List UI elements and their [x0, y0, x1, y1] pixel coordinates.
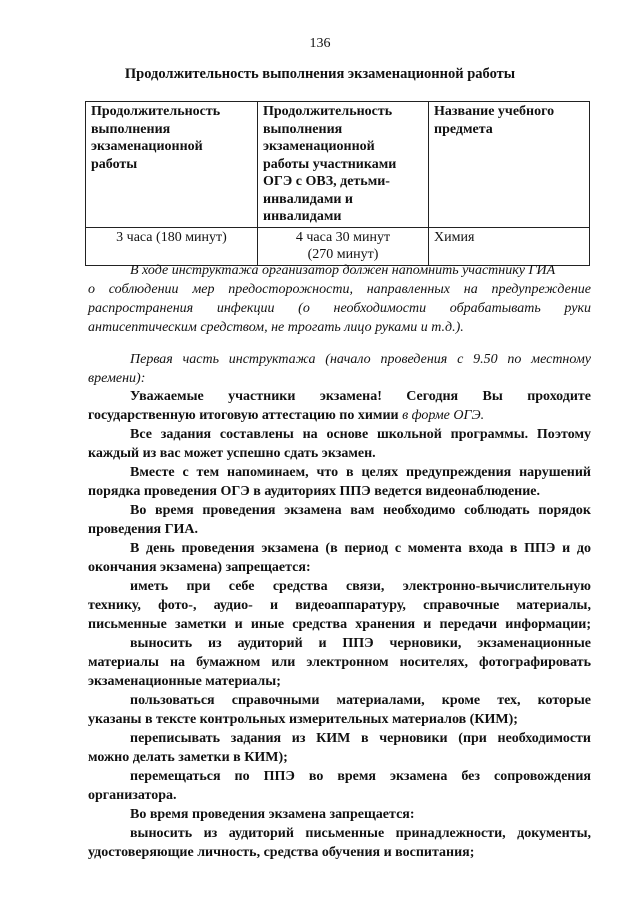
body-line: распространения инфекции (о необходимости обрабатывать руки [88, 301, 591, 316]
body-line-part: в форме ОГЭ. [402, 408, 485, 423]
cell-line: 3 часа (180 минут) [116, 229, 227, 245]
header-line: экзаменационной [263, 139, 375, 154]
body-line: антисептическим средством, не трогать лицо руками и т.д.). [88, 320, 464, 335]
page-number: 136 [309, 36, 331, 51]
header-line: Название учебного [434, 104, 555, 119]
body-line: технику, фото-, аудио- и видеоаппаратуру, справочные материалы, [88, 598, 591, 613]
body-line: материалы на бумажном или электронном носителях, фотографировать [88, 655, 591, 670]
body-line: Во время проведения экзамена запрещается: [130, 807, 415, 822]
duration-table [85, 101, 590, 266]
header-cell-standard-duration [86, 102, 258, 228]
cell-subject [429, 227, 590, 265]
cell-extended-duration [258, 227, 429, 265]
body-line: В ходе инструктажа организатор должен напомнить участнику ГИА [130, 263, 556, 278]
body-line: времени): [88, 371, 146, 386]
header-line: выполнения [91, 121, 171, 137]
body-line: Первая часть инструктажа (начало проведения с 9.50 по местному [130, 352, 591, 367]
header-line: Продолжительность [91, 104, 221, 119]
header-line: инвалидами и [263, 191, 353, 207]
body-line: о соблюдении мер предосторожности, направленных на предупреждение [88, 282, 591, 297]
body-line: перемещаться по ППЭ во время экзамена без сопровождения [130, 769, 591, 784]
body-line: организатора. [88, 788, 177, 803]
header-line: предмета [434, 121, 493, 137]
header-line: экзаменационной [91, 139, 203, 154]
cell-line: Химия [434, 229, 475, 245]
body-line: выносить из аудиторий и ППЭ черновики, экзаменационные [130, 636, 591, 651]
body-line: Во время проведения экзамена вам необходимо соблюдать порядок [130, 503, 591, 518]
header-line: инвалидами [263, 209, 342, 224]
body-line: иметь при себе средства связи, электронно-вычислительную [130, 579, 591, 594]
body-line: выносить из аудиторий письменные принадлежности, документы, [130, 826, 591, 841]
header-line: ОГЭ с ОВЗ, детьми- [263, 174, 390, 189]
body-line: проведения ГИА. [88, 522, 199, 537]
body-line-part: государственную итоговую аттестацию по химии [88, 408, 399, 423]
body-line: окончания экзамена) запрещается: [88, 560, 311, 575]
table-row [86, 227, 590, 265]
header-line: Продолжительность [263, 104, 393, 119]
header-cell-subject [429, 102, 590, 228]
body-line: пользоваться справочными материалами, кроме тех, которые [130, 693, 591, 708]
page-title: Продолжительность выполнения экзаменационной работы [124, 66, 516, 82]
body-line: В день проведения экзамена (в период с момента входа в ППЭ и до [130, 541, 591, 556]
header-line: работы [91, 156, 138, 172]
body-line: письменные заметки и иные средства хранения и передачи информации; [88, 617, 591, 632]
cell-standard-duration [86, 227, 258, 265]
body-line: каждый из вас может успешно сдать экзамен. [88, 446, 376, 461]
body-line: экзаменационные материалы; [88, 674, 281, 689]
body-line: можно делать заметки в КИМ); [88, 750, 288, 765]
body-line: указаны в тексте контрольных измерительных материалов (КИМ); [88, 712, 518, 727]
cell-line: 4 часа 30 минут [295, 229, 391, 245]
body-line: Вместе с тем напоминаем, что в целях предупреждения нарушений [130, 465, 591, 480]
body-line: переписывать задания из КИМ в черновики (при необходимости [130, 731, 591, 746]
header-cell-extended-duration [258, 102, 429, 228]
body-line: Уважаемые участники экзамена! Сегодня Вы проходите [130, 389, 591, 404]
body-line: Все задания составлены на основе школьной программы. Поэтому [130, 427, 591, 442]
body-line: порядка проведения ОГЭ в аудиториях ППЭ ведется видеонаблюдение. [88, 484, 541, 499]
body-line: удостоверяющие личность, средства обучения и воспитания; [88, 845, 475, 860]
header-line: выполнения [263, 121, 343, 137]
cell-line: (270 минут) [307, 247, 379, 262]
table-header-row [86, 102, 590, 228]
body-line [88, 407, 591, 425]
header-line: работы участниками [263, 156, 397, 172]
